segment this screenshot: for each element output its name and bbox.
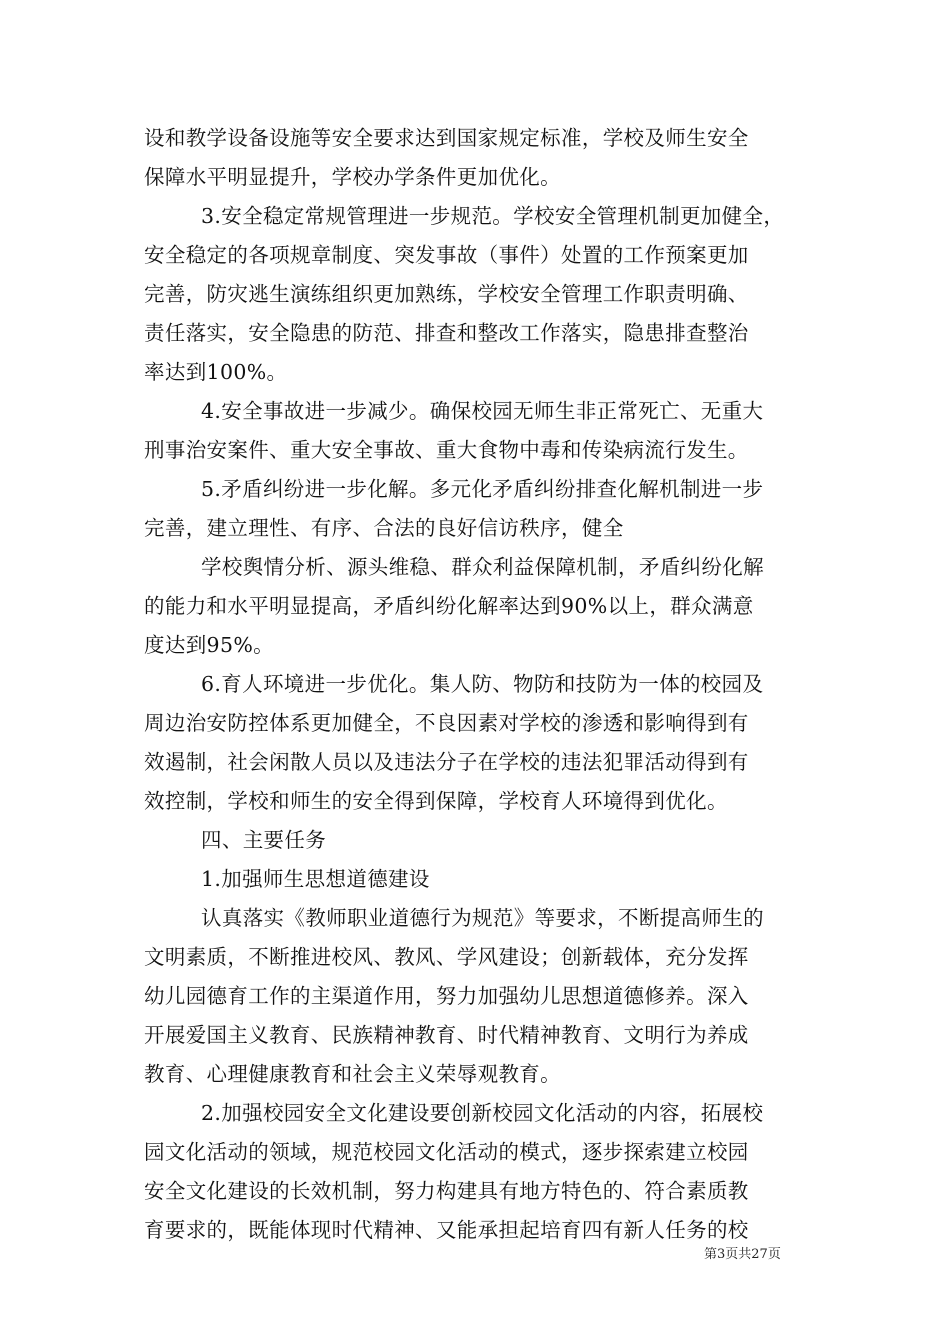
paragraph-start-line: 2.加强校园安全文化建设要创新校园文化活动的内容，拓展校 [201,1101,764,1125]
text-line: 开展爱国主义教育、民族精神教育、时代精神教育、文明行为养成 [144,1023,749,1047]
text-line: 保障水平明显提升，学校办学条件更加优化。 [144,165,561,189]
text-line: 文明素质，不断推进校风、教风、学风建设；创新载体，充分发挥 [144,945,749,969]
subsection-heading: 1.加强师生思想道德建设 [201,867,430,891]
text-line: 园文化活动的领域，规范校园文化活动的模式，逐步探索建立校园 [144,1140,749,1164]
paragraph-start-line: 6.育人环境进一步优化。集人防、物防和技防为一体的校园及 [201,672,764,696]
page-number: 第3页共27页 [704,1247,781,1262]
text-line: 设和教学设备设施等安全要求达到国家规定标准，学校及师生安全 [144,126,749,150]
text-line: 幼儿园德育工作的主渠道作用，努力加强幼儿思想道德修养。深入 [144,984,749,1008]
text-line: 责任落实，安全隐患的防范、排查和整改工作落实，隐患排查整治 [144,321,749,345]
text-line: 育要求的，既能体现时代精神、又能承担起培育四有新人任务的校 [144,1218,749,1242]
section-heading: 四、主要任务 [201,828,327,852]
text-line: 效遏制，社会闲散人员以及违法分子在学校的违法犯罪活动得到有 [144,750,749,774]
text-line: 的能力和水平明显提高，矛盾纠纷化解率达到90%以上，群众满意 [144,594,754,618]
text-line: 安全稳定的各项规章制度、突发事故（事件）处置的工作预案更加 [144,243,749,267]
text-line: 刑事治安案件、重大安全事故、重大食物中毒和传染病流行发生。 [144,438,749,462]
paragraph-start-line: 4.安全事故进一步减少。确保校园无师生非正常死亡、无重大 [201,399,764,423]
text-line: 周边治安防控体系更加健全，不良因素对学校的渗透和影响得到有 [144,711,749,735]
text-line: 效控制，学校和师生的安全得到保障，学校育人环境得到优化。 [144,789,728,813]
paragraph-start-line: 学校舆情分析、源头维稳、群众利益保障机制，矛盾纠纷化解 [201,555,764,579]
text-line: 度达到95%。 [144,633,275,657]
text-line: 完善，建立理性、有序、合法的良好信访秩序，健全 [144,516,624,540]
paragraph-start-line: 认真落实《教师职业道德行为规范》等要求，不断提高师生的 [201,906,764,930]
text-line: 教育、心理健康教育和社会主义荣辱观教育。 [144,1062,561,1086]
text-line: 率达到100%。 [144,360,288,384]
document-body [144,119,809,1250]
paragraph-start-line: 5.矛盾纠纷进一步化解。多元化矛盾纠纷排查化解机制进一步 [201,477,764,501]
text-line: 完善，防灾逃生演练组织更加熟练，学校安全管理工作职责明确、 [144,282,749,306]
paragraph-start-line: 3.安全稳定常规管理进一步规范。学校安全管理机制更加健全， [201,204,785,228]
text-line: 安全文化建设的长效机制，努力构建具有地方特色的、符合素质教 [144,1179,749,1203]
